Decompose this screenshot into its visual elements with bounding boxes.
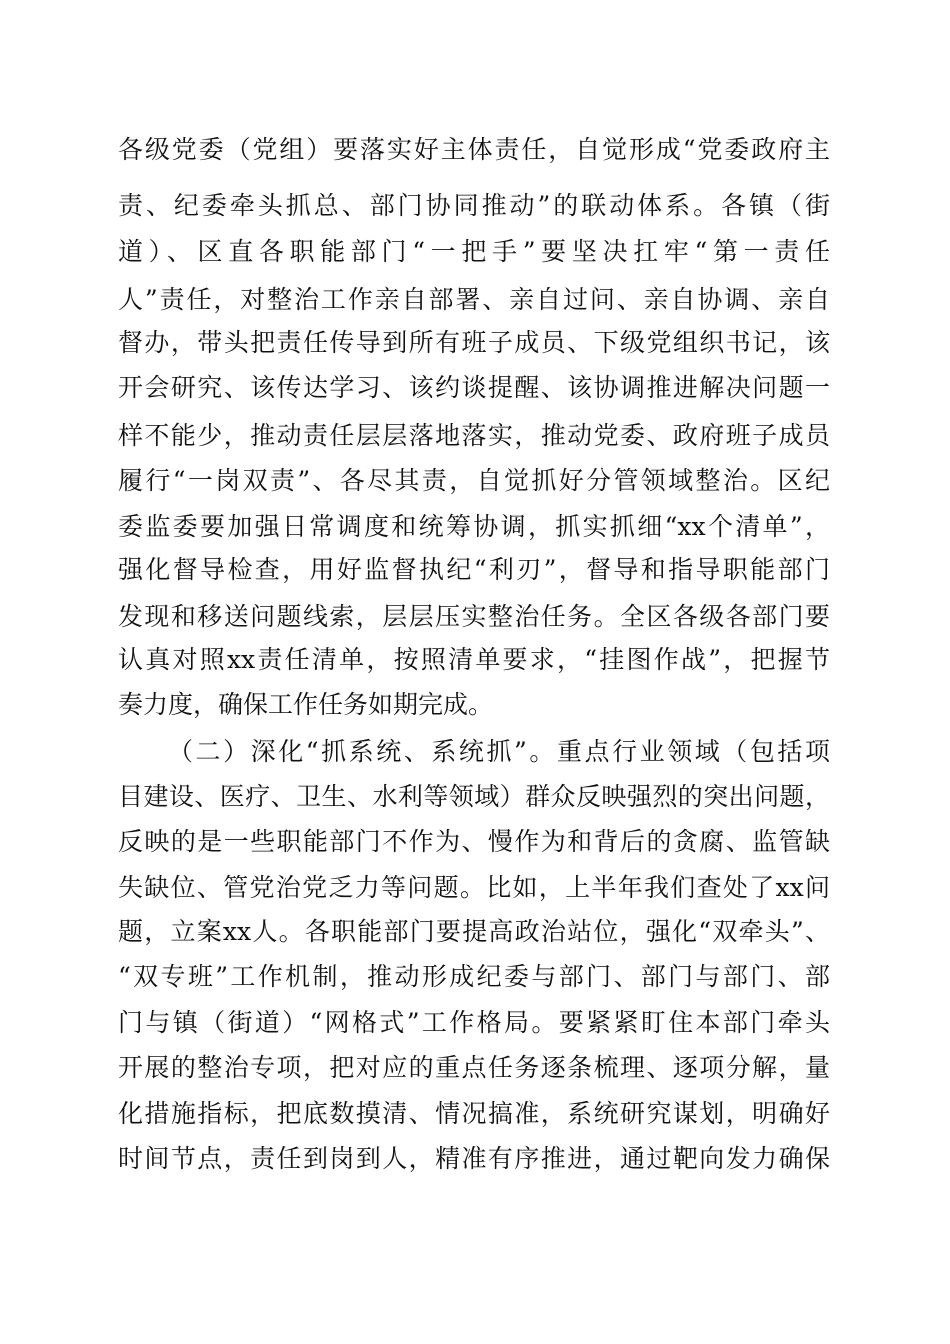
text-line: 失缺位、管党治党乏力等问题。比如，上半年我们查处了xx问 xyxy=(118,873,830,902)
text-line: 反映的是一些职能部门不作为、慢作为和背后的贪腐、监管缺 xyxy=(118,827,830,856)
text-line: 责、纪委牵头抓总、部门协同推动”的联动体系。各镇（街 xyxy=(118,191,830,220)
text-line: 督办，带头把责任传导到所有班子成员、下级党组织书记，该 xyxy=(118,328,830,357)
text-line: 道）、区直各职能部门“一把手”要坚决扛牢“第一责任 xyxy=(118,237,830,266)
text-line: 奏力度，确保工作任务如期完成。 xyxy=(118,690,494,719)
text-line: 发现和移送问题线索，层层压实整治任务。全区各级各部门要 xyxy=(118,602,830,631)
text-line: 目建设、医疗、卫生、水利等领域）群众反映强烈的突出问题， xyxy=(118,782,830,811)
text-line: 样不能少，推动责任层层落地落实，推动党委、政府班子成员 xyxy=(118,421,830,450)
text-line: 强化督导检查，用好监督执纪“利刃”，督导和指导职能部门 xyxy=(118,555,830,584)
text-line: 时间节点，责任到岗到人，精准有序推进，通过靶向发力确保 xyxy=(118,1144,830,1173)
text-line: 题，立案xx人。各职能部门要提高政治站位，强化“双牵头”、 xyxy=(118,917,830,946)
text-line: 履行“一岗双责”、各尽其责，自觉抓好分管领域整治。区纪 xyxy=(118,466,830,495)
text-line: “双专班”工作机制，推动形成纪委与部门、部门与部门、部 xyxy=(118,962,830,991)
text-line: 开会研究、该传达学习、该约谈提醒、该协调推进解决问题一 xyxy=(118,373,830,402)
section-heading-line: （二）深化“抓系统、系统抓”。重点行业领域（包括项 xyxy=(168,737,830,766)
text-line: 门与镇（街道）“网格式”工作格局。要紧紧盯住本部门牵头 xyxy=(118,1008,830,1037)
text-line: 认真对照xx责任清单，按照清单要求，“挂图作战”，把握节 xyxy=(118,645,830,674)
text-line: 各级党委（党组）要落实好主体责任，自觉形成“党委政府主 xyxy=(118,135,830,164)
text-line: 人”责任，对整治工作亲自部署、亲自过问、亲自协调、亲自 xyxy=(118,285,830,314)
text-line: 开展的整治专项，把对应的重点任务逐条梳理、逐项分解，量 xyxy=(118,1053,830,1082)
text-line: 委监委要加强日常调度和统筹协调，抓实抓细“xx个清单”， xyxy=(118,512,830,541)
text-line: 化措施指标，把底数摸清、情况搞准，系统研究谋划，明确好 xyxy=(118,1099,830,1128)
